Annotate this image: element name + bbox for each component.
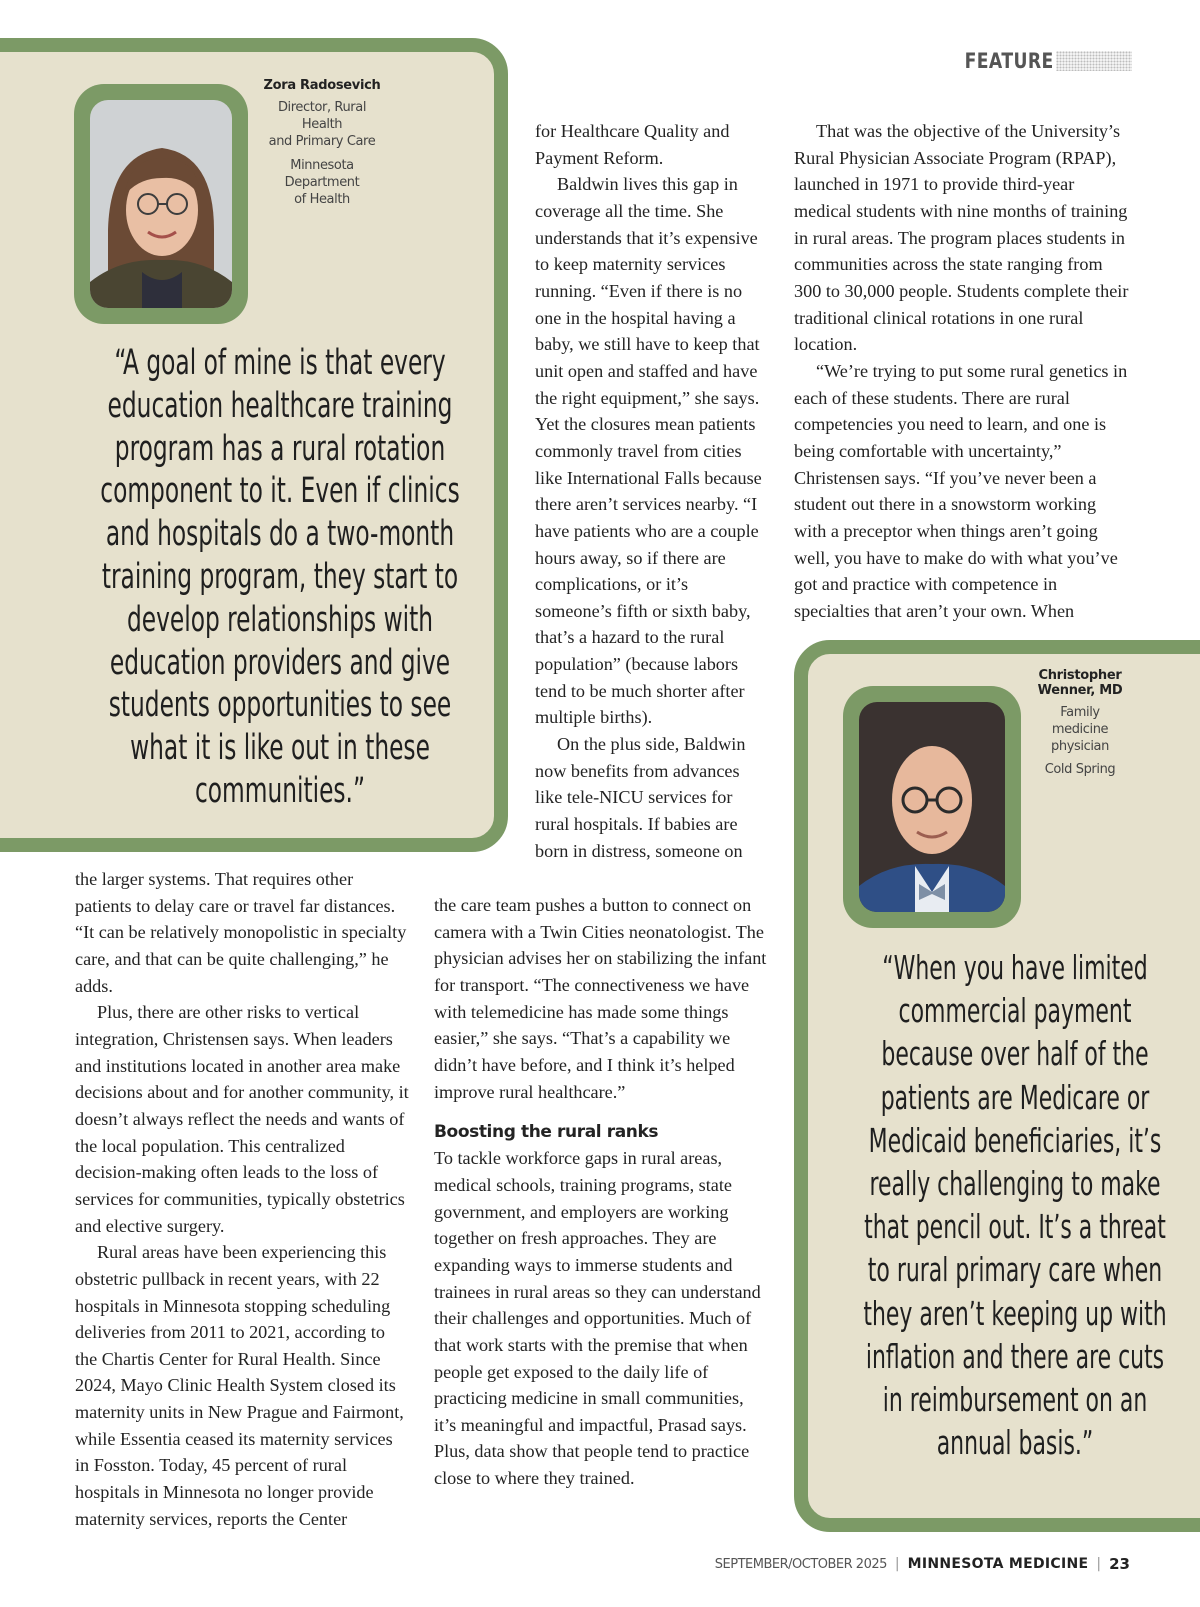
location-line: Cold Spring (1044, 762, 1116, 777)
article-column-middle-top (535, 118, 769, 864)
article-paragraph: “We’re trying to put some rural genetics in each of these students. There are rural competencies you need to learn, and one is being comfortable with uncertainty,” Christensen says. “If you’ve never been a student out there in a snowstorm working with a preceptor when things aren’t going well, you have to make do with what you’ve got and practice with competence in specialties that aren’t your own. When (794, 360, 1128, 621)
issue-date: SEPTEMBER/OCTOBER 2025 (714, 1556, 887, 1572)
article-paragraph: the care team pushes a button to connect on camera with a Twin Cities neonatologist. The physician advises her on stabilizing the infant for transport. “The connectiveness we have with telemedicine has made some things easier,” she says. “That’s a capability we didn’t have before, and I think it’s helped improve rural healthcare.” (434, 895, 767, 1102)
article-paragraph: On the plus side, Baldwin now benefits from advances like tele-NICU services for rural hospitals. If babies are born in distress, someone on (535, 734, 746, 861)
title-line: Health (301, 117, 343, 132)
pull-quote-right: “When you have limited commercial payment because over half of the patients are Medicare or Medicaid beneficiaries, it’s really challenging to make that pencil out. It’s a threat to rural primary care when they aren’t keeping up with inflation and there are cuts in reimbursement on an annual basis.” (863, 948, 1167, 1463)
section-label (945, 48, 1132, 74)
footer-separator: | (894, 1556, 900, 1572)
person-name: Zora Radosevich (263, 78, 381, 93)
christopher-caption (1030, 668, 1130, 778)
christopher-wenner-photo (843, 686, 1021, 928)
portrait-zora (90, 100, 232, 308)
article-column-left-bottom (75, 866, 410, 1532)
magazine-title: MINNESOTA MEDICINE (907, 1556, 1089, 1572)
article-paragraph: the larger systems. That requires other patients to delay care or travel far distances. “It can be relatively monopolistic in specialty care, and that can be quite challenging,” he adds. (75, 869, 407, 996)
org-line: Minnesota (290, 158, 354, 173)
article-paragraph: Plus, there are other risks to vertical integration, Christensen says. When leaders and institutions located in another area make decisions about and for another community, it doesn’t always reflect the needs and wants of the local population. This centralized decision-making often leads to the loss of services for communities, typically obstetrics and elective surgery. (75, 1002, 409, 1236)
pull-quote-left: “A goal of mine is that every education healthcare training program has a rural rotation component to it. Even if clinics and hospitals do a two-month training program, they start to develop relationships with education providers and give students opportunities to see what it is like out in these communities.” (100, 343, 460, 811)
article-paragraph: To tackle workforce gaps in rural areas, medical schools, training programs, state government, and employers are working together on fresh approaches. They are expanding ways to immerse students and trainees in rural areas so they can understand their challenges and opportunities. Much of that work starts with the premise that when people get exposed to the daily life of practicing medicine in small communities, it’s meaningful and impactful, Prasad says. Plus, data show that people tend to practice close to where they trained. (434, 1148, 761, 1489)
article-paragraph: Rural areas have been experiencing this obstetric pullback in recent years, with 22 hospitals in Minnesota stopping scheduling deliveries from 2011 to 2021, according to the Chartis Center for Rural Health. Since 2024, Mayo Clinic Health System closed its maternity units in New Prague and Fairmont, while Essentia ceased its maternity services in Fosston. Today, 45 percent of rural hospitals in Minnesota no longer provide maternity services, reports the Center (75, 1242, 404, 1529)
article-column-middle-bottom (434, 892, 769, 1492)
section-label-text: FEATURE (964, 49, 1054, 73)
org-line: Department (284, 175, 360, 190)
article-paragraph: That was the objective of the University’s Rural Physician Associate Program (RPAP), launched in 1971 to provide third-year medical students with nine months of training in rural areas. The program places students in communities across the state ranging from 300 to 30,000 people. Students complete their traditional clinical rotations in one rural location. (794, 121, 1129, 355)
subhead: Boosting the rural ranks (434, 1122, 659, 1143)
dot-pattern-decoration (1056, 51, 1132, 71)
zora-radosevich-photo (74, 84, 248, 324)
article-paragraph: Baldwin lives this gap in coverage all the time. She understands that it’s expensive to keep maternity services running. “Even if there is no one in the hospital having a baby, we still have to keep that unit open and staffed and have the right equipment,” she says. Yet the closures mean patients commonly travel from cities like International Falls because there aren’t services nearby. “I have patients who are a couple hours away, so if there are complications, or it’s someone’s fifth or sixth baby, that’s a hazard to the rural population” (because labors tend to be much shorter after multiple births). (535, 174, 762, 728)
page-number: 23 (1109, 1555, 1130, 1573)
person-name-line: Christopher (1038, 668, 1122, 683)
page-footer (715, 1555, 1130, 1573)
title-line: Director, Rural (277, 100, 367, 115)
title-line: Family (1060, 705, 1100, 720)
title-line: physician (1051, 739, 1109, 754)
article-paragraph: for Healthcare Quality and Payment Reform. (535, 121, 730, 168)
title-line: medicine (1051, 722, 1109, 737)
org-line: of Health (294, 192, 350, 207)
footer-separator: | (1096, 1556, 1102, 1572)
zora-caption (262, 78, 382, 208)
person-name-line: Wenner, MD (1037, 683, 1123, 698)
article-column-right-top (794, 118, 1130, 624)
title-line: and Primary Care (268, 134, 376, 149)
portrait-christopher (859, 702, 1005, 912)
